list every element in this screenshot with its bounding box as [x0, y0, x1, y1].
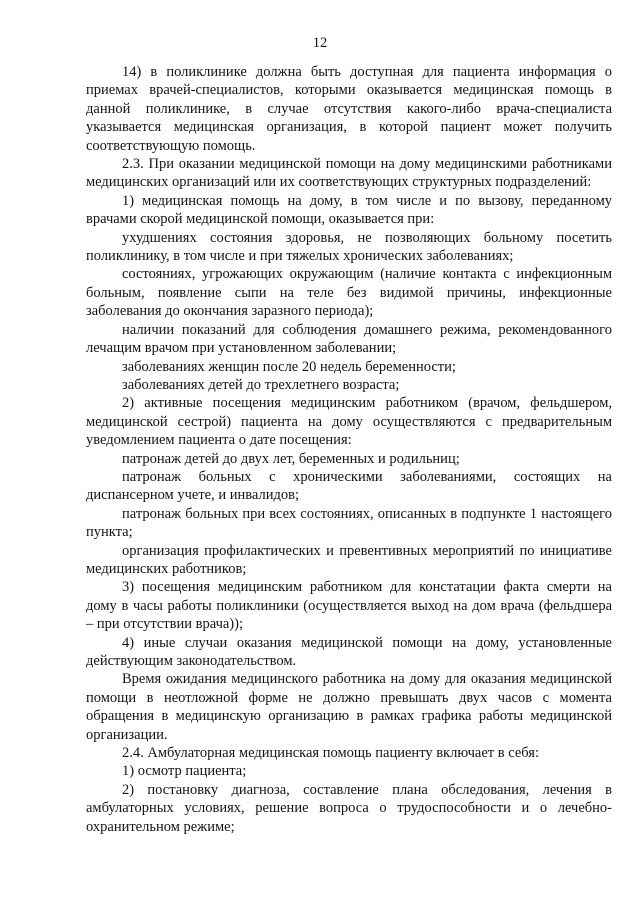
paragraph-other-cases: 4) иные случаи оказания медицинской помощи на дому, установленные действующим законодательством. [86, 634, 612, 669]
paragraph-active-visits: 2) активные посещения медицинским работником (врачом, фельдшером, медицинской сестрой) пациента на дому осуществляются с предварительным уведомлением пациента о дате посещения: [86, 395, 612, 449]
paragraph-patronage-chronic: патронаж больных с хроническими заболеваниями, состоящих на диспансерном учете, и инвалидов; [86, 468, 612, 504]
paragraph-home-care: 1) медицинская помощь на дому, в том числе и по вызову, переданному врачами скорой медицинской помощи, оказывается при: [86, 192, 612, 228]
paragraph-section-2-4: 2.4. Амбулаторная медицинская помощь пациенту включает в себя: [122, 745, 539, 762]
paragraph-item-14-info: 14) в поликлинике должна быть доступная для пациента информация о приемах врачей-специалистов, которыми оказывается медицинская помощь в данной поликлинике, в случае отсутствия какого-либо врача-специалиста указывается медицинская организация, в которой пациент может получить соответствующую помощь. [86, 64, 612, 154]
document-body [86, 63, 612, 836]
paragraph-examination: 1) осмотр пациента; [122, 763, 247, 780]
paragraph-diagnosis: 2) постановку диагноза, составление плана обследования, лечения в амбулаторных условиях, решение вопроса о трудоспособности и о лечебно-охранительном режиме; [86, 781, 612, 835]
paragraph-section-2-3: 2.3. При оказании медицинской помощи на дому медицинскими работниками медицинских организаций или их соответствующих структурных подразделений: [86, 156, 612, 191]
paragraph-pregnancy: заболеваниях женщин после 20 недель беременности; [122, 358, 456, 375]
page-number: 12 [312, 35, 328, 51]
paragraph-patronage-all-conditions: патронаж больных при всех состояниях, описанных в подпункте 1 настоящего пункта; [86, 505, 612, 541]
paragraph-home-regime: наличии показаний для соблюдения домашнего режима, рекомендованного лечащим врачом при установленном заболевании; [86, 321, 612, 357]
paragraph-patronage-children: патронаж детей до двух лет, беременных и родильниц; [122, 450, 460, 467]
paragraph-threatening-conditions: состояниях, угрожающих окружающим (наличие контакта с инфекционным больным, появление сыпи на теле без видимой причины, инфекционные заболевания до окончания заразного периода); [86, 266, 612, 320]
paragraph-death-confirmation: 3) посещения медицинским работником для констатации факта смерти на дому в часы работы поликлиники (осуществляется выход на дом врача (фельдшера – при отсутствии врача)); [86, 579, 612, 633]
paragraph-health-worsening: ухудшениях состояния здоровья, не позволяющих больному посетить поликлинику, в том числе и при тяжелых хронических заболеваниях; [86, 229, 612, 265]
paragraph-waiting-time: Время ожидания медицинского работника на дому для оказания медицинской помощи в неотложной форме не должно превышать двух часов с момента обращения в медицинскую организацию в рамках графика работы медицинской организации. [86, 671, 612, 743]
paragraph-preventive-measures: организация профилактических и превентивных мероприятий по инициативе медицинских работников; [86, 542, 612, 577]
paragraph-children-under-three: заболеваниях детей до трехлетнего возраста; [122, 376, 400, 393]
